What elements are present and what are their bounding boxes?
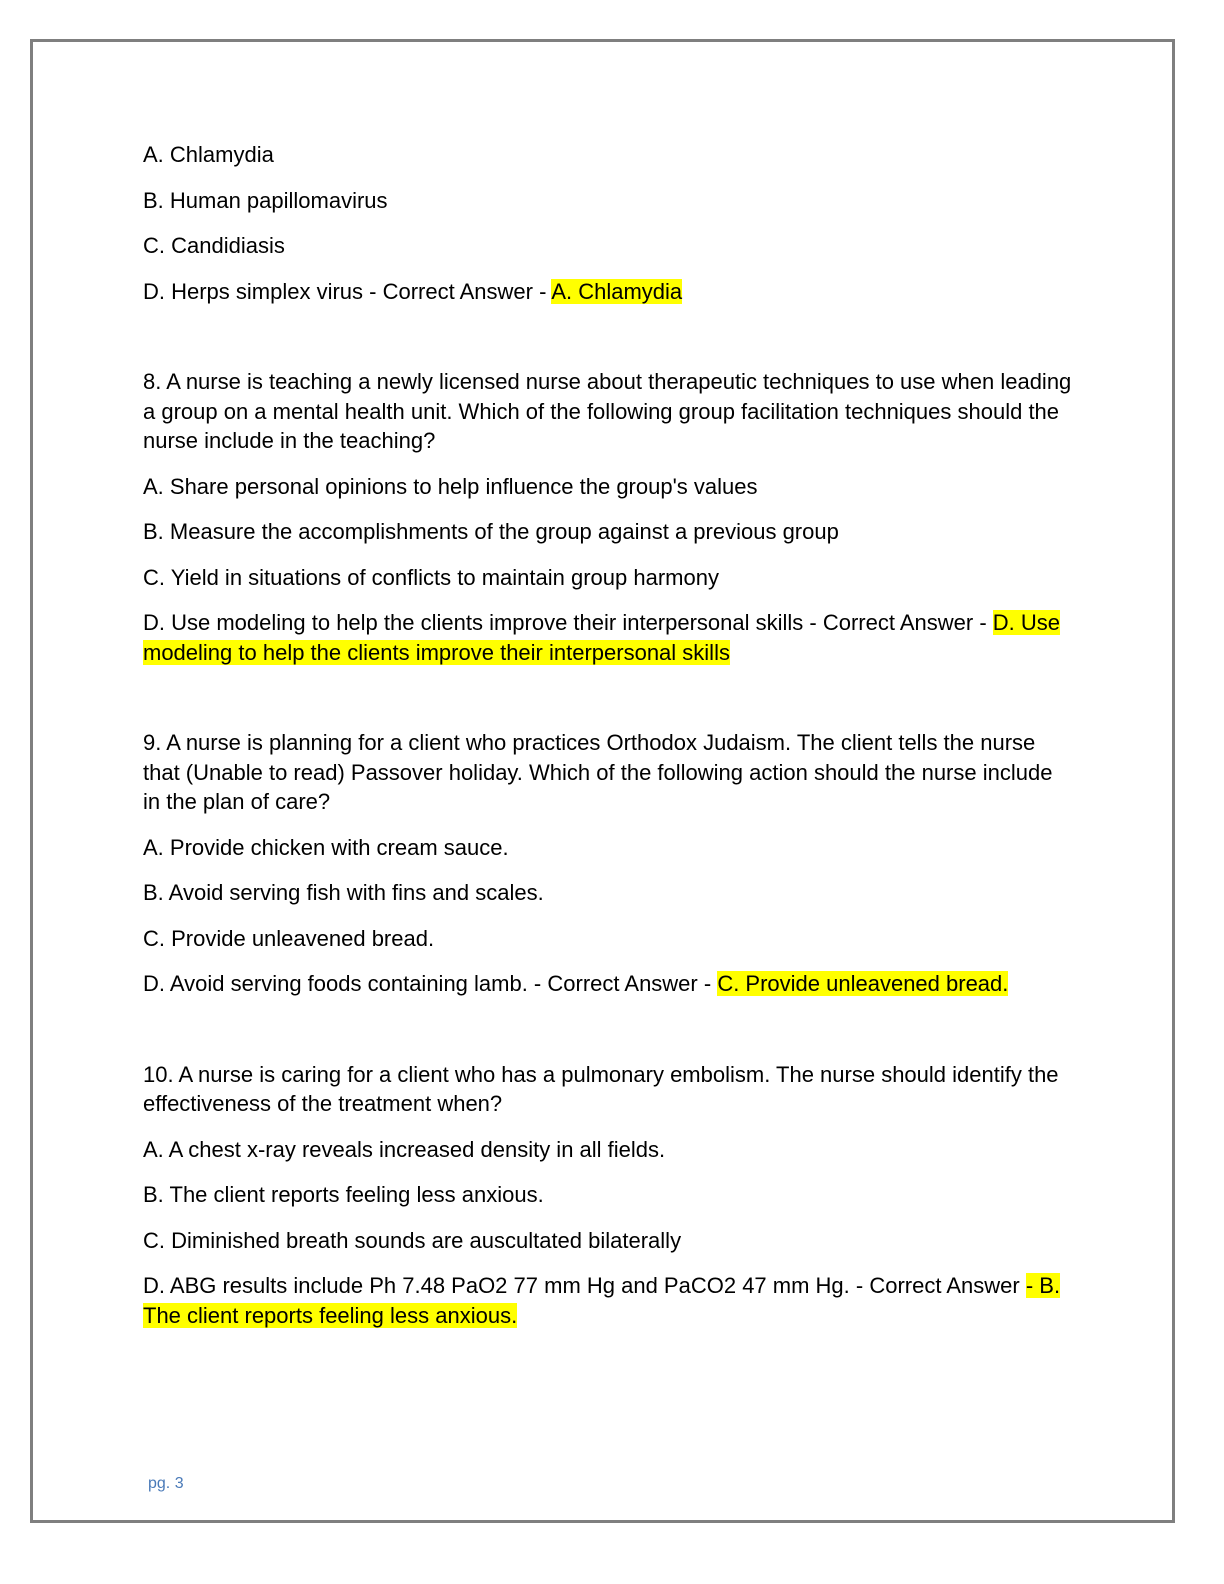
q7-option-b: B. Human papillomavirus xyxy=(143,187,388,213)
question-10 xyxy=(143,1060,1073,1331)
page-number: pg. 3 xyxy=(148,1475,184,1492)
question-8 xyxy=(143,367,1073,667)
question-9 xyxy=(143,728,1073,999)
q8-question: 8. A nurse is teaching a newly licensed nurse about therapeutic techniques to use when leading a group on a mental health unit. Which of the following group facilitation techniques should the nurse include in the teaching? xyxy=(143,369,1072,453)
q10-option-b: B. The client reports feeling less anxious. xyxy=(143,1182,544,1207)
q9-option-a: A. Provide chicken with cream sauce. xyxy=(143,834,509,860)
q10-option-c: C. Diminished breath sounds are auscultated bilaterally xyxy=(143,1227,682,1253)
q8-option-b: B. Measure the accomplishments of the group against a previous group xyxy=(143,519,839,544)
q9-option-b: B. Avoid serving fish with fins and scales. xyxy=(143,880,544,905)
q8-option-c: C. Yield in situations of conflicts to maintain group harmony xyxy=(143,564,719,590)
q9-option-c: C. Provide unleavened bread. xyxy=(143,925,435,951)
q8-correct-answer: D. Use modeling to help the clients improve their interpersonal skills xyxy=(143,610,1061,665)
q7-correct-answer: A. Chlamydia xyxy=(551,278,683,304)
q8-option-a: A. Share personal opinions to help influence the group's values xyxy=(143,473,758,499)
question-7-options xyxy=(143,140,1073,306)
q9-correct-answer: C. Provide unleavened bread. xyxy=(717,971,1009,996)
q8-option-d xyxy=(143,608,1073,667)
q10-option-d xyxy=(143,1271,1073,1330)
q7-option-d xyxy=(143,277,1073,307)
q10-option-d-text: D. ABG results include Ph 7.48 PaO2 77 mm Hg and PaCO2 47 mm Hg. - Correct Answer xyxy=(143,1273,1026,1298)
q10-correct-answer: - B. The client reports feeling less anxious. xyxy=(143,1273,1061,1328)
q10-question: 10. A nurse is caring for a client who has a pulmonary embolism. The nurse should identify the effectiveness of the treatment when? xyxy=(143,1061,1059,1116)
q9-question: 9. A nurse is planning for a client who practices Orthodox Judaism. The client tells the nurse that (Unable to read) Passover holiday. Which of the following action should the nurse include in the plan of care? xyxy=(143,730,1053,814)
q9-option-d-text: D. Avoid serving foods containing lamb. - Correct Answer - xyxy=(143,971,718,996)
q7-option-d-text: D. Herps simplex virus - Correct Answer - xyxy=(143,278,552,304)
q7-option-c: C. Candidiasis xyxy=(143,233,285,258)
document-body xyxy=(143,140,1073,1346)
q9-option-d xyxy=(143,969,1073,999)
q8-option-d-text: D. Use modeling to help the clients improve their interpersonal skills - Correct Answer - xyxy=(143,610,993,635)
q7-option-a: A. Chlamydia xyxy=(143,142,274,167)
q10-option-a: A. A chest x-ray reveals increased density in all fields. xyxy=(143,1136,666,1162)
